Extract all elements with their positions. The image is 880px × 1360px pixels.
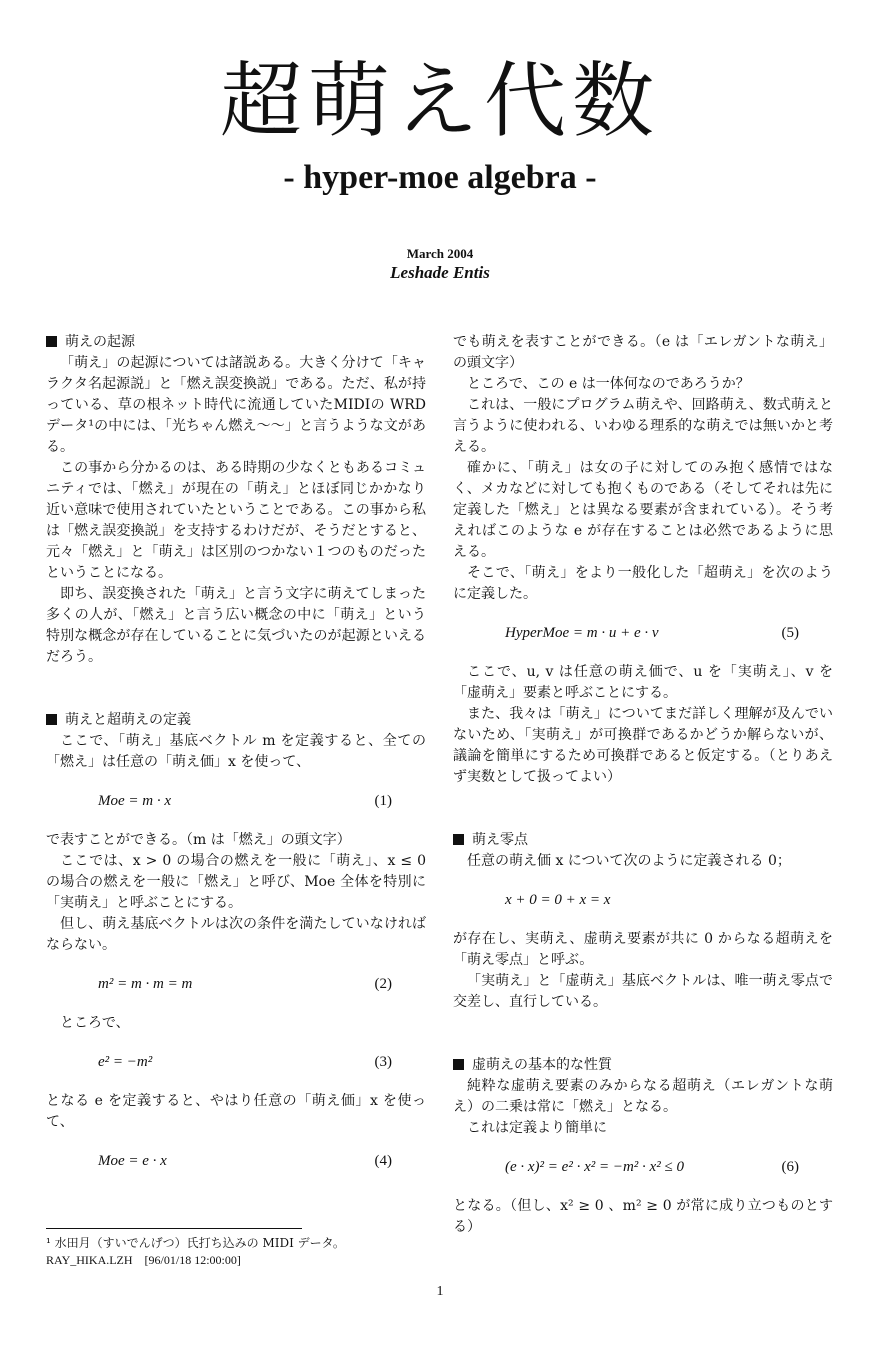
equation-6 [453, 1157, 833, 1178]
equation-expression: m² = m · m = m [98, 976, 193, 992]
equation-expression: Moe = m · x [98, 793, 172, 809]
paragraph: 即ち、誤変換された「萌え」と言う文字に萌えてしまった多くの人が、「燃え」と言う広い概念の中に「萌え」という特別な概念が存在していることに気づいたのが起源といえるだろう。 [46, 586, 426, 665]
equation-number: (3) [374, 1054, 392, 1070]
equation-number: (2) [374, 976, 392, 992]
equation-1 [46, 791, 426, 812]
footnote [46, 1228, 426, 1269]
equation-number: (4) [374, 1153, 392, 1169]
paragraph: 純粋な虚萌え要素のみからなる超萌え（エレガントな萌え）の二乗は常に「燃え」となる。 [453, 1078, 833, 1115]
paragraph: 「萌え」の起源については諸説ある。大きく分けて「キャラクタ名起源説」と「燃え誤変換説」である。ただ、私が持っている、草の根ネット時代に流通していたMIDIの WRD データ¹の中には、「光ちゃん燃え〜〜」と言うような文がある。 [46, 355, 426, 455]
paragraph: ところで、 [60, 1015, 130, 1031]
section-heading-imaginary [453, 1055, 833, 1076]
footnote-line: ¹ 水田月（すいでんげつ）氏打ち込みの MIDI データ。 [46, 1236, 345, 1250]
equation-expression: x + 0 = 0 + x = x [505, 892, 611, 908]
paragraph: また、我々は「萌え」についてまだ詳しく理解が及んでいないため、「実萌え」が可換群であるかどうか解らないが、議論を簡単にするため可換群であると仮定する。（とりあえず実数として扱ってよい） [453, 706, 833, 785]
paragraph: 「実萌え」と「虚萌え」基底ベクトルは、唯一萌え零点で交差し、直行している。 [453, 973, 833, 1010]
paragraph: ここでは、x > 0 の場合の燃えを一般に「萌え」、x ≤ 0 の場合の燃えを一般に「燃え」と呼び、Moe 全体を特別に「実萌え」と呼ぶことにする。 [46, 853, 426, 911]
paper-subtitle: - hyper-moe algebra - [283, 159, 597, 196]
paragraph: で表すことができる。（m は「燃え」の頭文字） [46, 832, 351, 848]
footnote-line: RAY_HIKA.LZH [96/01/18 12:00:00] [46, 1253, 241, 1267]
equation-3 [46, 1052, 426, 1073]
square-bullet-icon [453, 1059, 464, 1070]
equation-expression: (e · x)² = e² · x² = −m² · x² ≤ 0 [505, 1159, 684, 1175]
equation-expression: e² = −m² [98, 1054, 153, 1070]
section-heading-definition [46, 710, 426, 731]
section-heading-origin [46, 332, 426, 353]
equation-number: (6) [781, 1159, 799, 1175]
square-bullet-icon [46, 714, 57, 725]
paragraph: ここで、「萌え」基底ベクトル m を定義すると、全ての「燃え」は任意の「萌え価」x を使って、 [46, 733, 426, 770]
section-title: 虚萌えの基本的な性質 [472, 1057, 612, 1073]
paragraph: これは定義より簡単に [467, 1120, 607, 1136]
paragraph: が存在し、実萌え、虚萌え要素が共に 0 からなる超萌えを「萌え零点」と呼ぶ。 [453, 931, 833, 968]
left-column [46, 332, 426, 1190]
equation-number: (1) [374, 793, 392, 809]
equation-2 [46, 974, 426, 995]
section-title: 萌えの起源 [65, 334, 135, 350]
paragraph: 任意の萌え価 x について次のように定義される 0； [467, 853, 791, 869]
paragraph: この事から分かるのは、ある時期の少なくともあるコミュニティでは、「燃え」が現在の「萌え」とほぼ同じかかなり近い意味で使用されていたということである。この事から私は「燃え誤変換説」を支持するわけだが、そうだとすると、元々「燃え」と「萌え」は区別のつかない１つのものだったということになる。 [46, 460, 426, 581]
equation-expression: HyperMoe = m · u + e · v [505, 625, 659, 641]
paragraph: となる e を定義すると、やはり任意の「萌え価」x を使って、 [46, 1093, 426, 1130]
paragraph: そこで、「萌え」をより一般化した「超萌え」を次のように定義した。 [453, 565, 833, 602]
paragraph: ここで、u, v は任意の萌え価で、u を「実萌え」、v を「虚萌え」要素と呼ぶことにする。 [453, 664, 833, 701]
square-bullet-icon [453, 834, 464, 845]
equation-4 [46, 1151, 426, 1172]
paper-date: March 2004 [406, 246, 474, 261]
square-bullet-icon [46, 336, 57, 347]
equation-5 [453, 623, 833, 644]
page-number: 1 [436, 1284, 444, 1299]
equation-zero [453, 890, 833, 911]
equation-expression: Moe = e · x [98, 1153, 167, 1169]
paragraph: 確かに、「萌え」は女の子に対してのみ抱く感情ではなく、メカなどに対しても抱くものである（そしてそれは先に定義した「燃え」とは異なる要素が含まれている）。そう考えればこのような e が存在することは必然であるように思える。 [453, 460, 833, 560]
equation-number: (5) [781, 625, 799, 641]
paragraph: でも萌えを表すことができる。（e は「エレガントな萌え」の頭文字） [453, 334, 833, 371]
section-title: 萌え零点 [472, 832, 528, 848]
section-heading-zero [453, 830, 833, 851]
section-title: 萌えと超萌えの定義 [65, 712, 191, 728]
footnote-rule [46, 1228, 302, 1229]
paper-title: 超萌え代数 [219, 54, 660, 149]
paragraph: 但し、萌え基底ベクトルは次の条件を満たしていなければならない。 [46, 916, 426, 953]
right-column [453, 332, 833, 1238]
paragraph: となる。（但し、x² ≥ 0 、m² ≥ 0 が常に成り立つものとする） [453, 1198, 833, 1235]
paragraph: これは、一般にプログラム萌えや、回路萌え、数式萌えと言うように使われる、いわゆる理系的な萌えでは無いかと考える。 [453, 397, 833, 455]
paper-author: Leshade Entis [390, 263, 490, 282]
paragraph: ところで、この e は一体何なのであろうか？ [467, 376, 750, 392]
